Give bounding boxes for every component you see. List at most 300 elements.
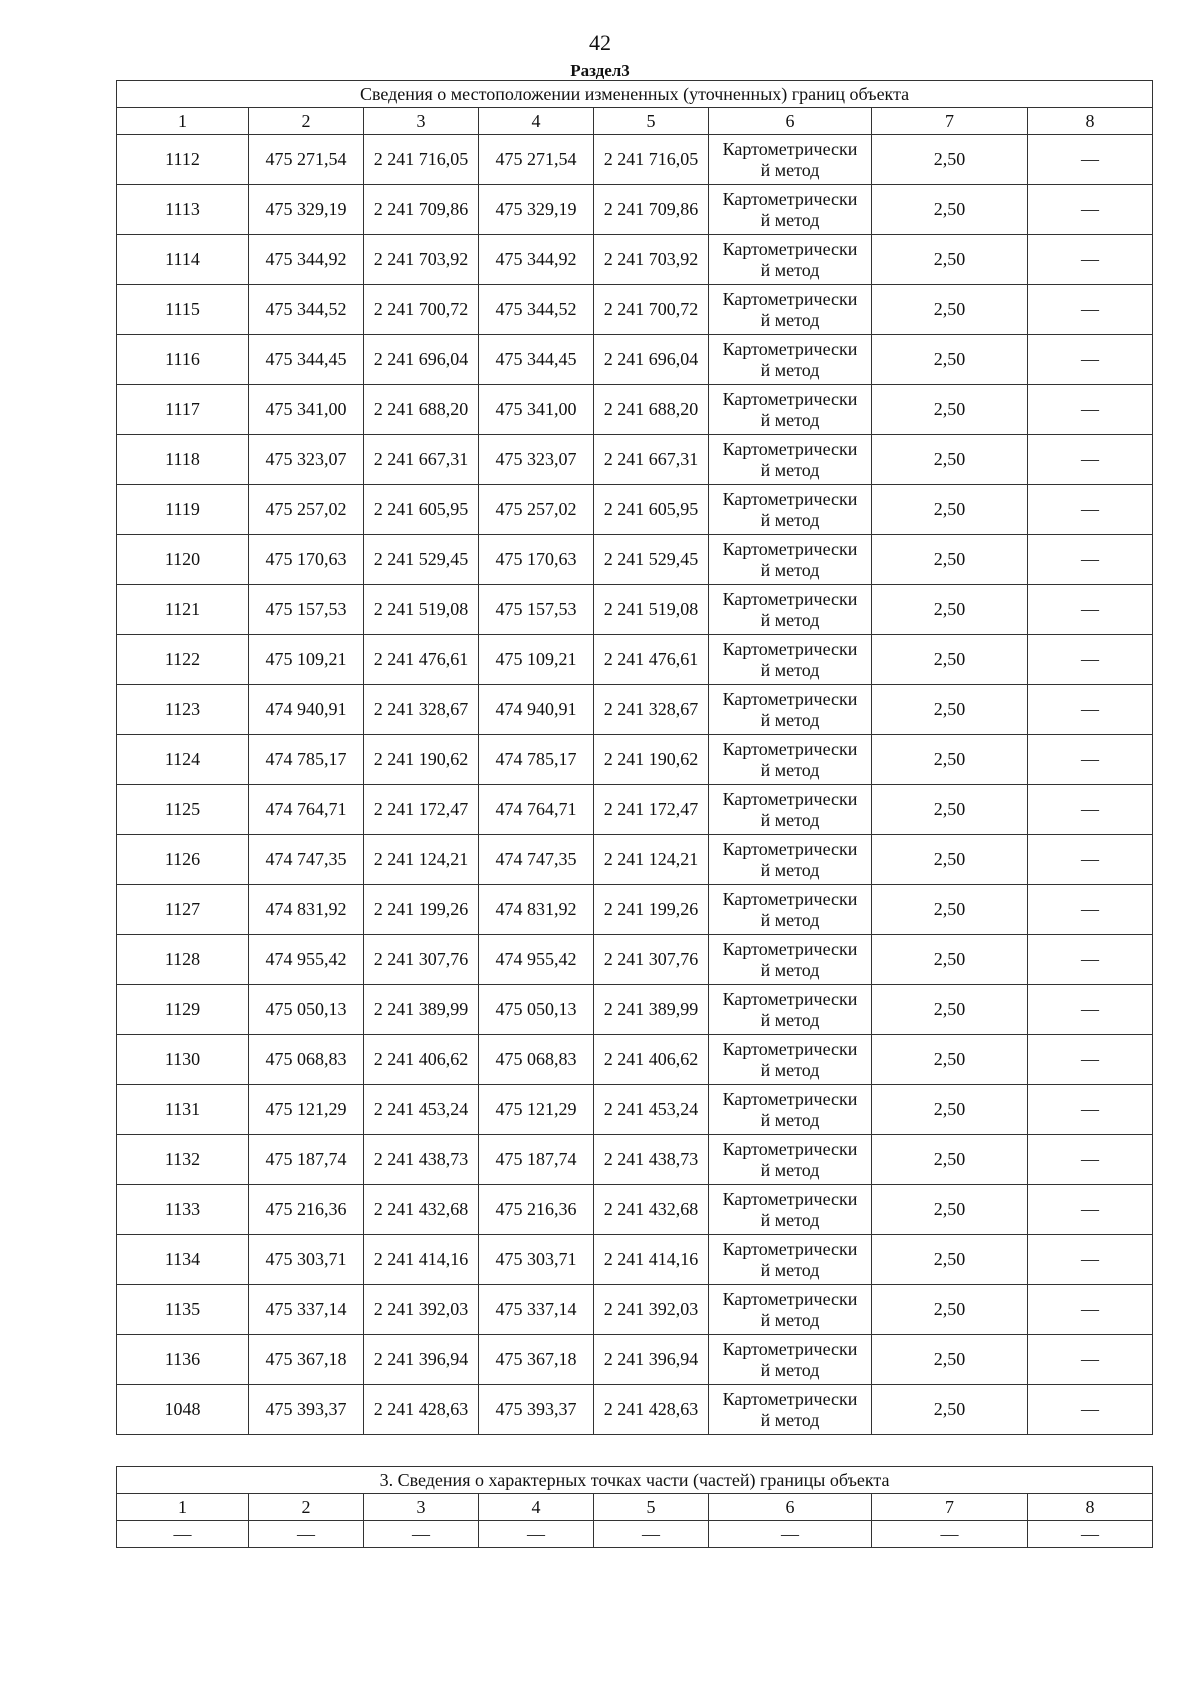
method-text: Картометрически bbox=[722, 138, 858, 159]
table-row bbox=[117, 1035, 1153, 1085]
method-text: й метод bbox=[760, 259, 820, 280]
method-cell bbox=[709, 335, 872, 385]
note-cell: — bbox=[1028, 1235, 1153, 1285]
table-row bbox=[117, 135, 1153, 185]
precision-cell: 2,50 bbox=[872, 735, 1028, 785]
x-old-cell: 475 344,52 bbox=[249, 285, 364, 335]
column-number: 3 bbox=[364, 1494, 479, 1521]
x-new-cell: 475 271,54 bbox=[479, 135, 594, 185]
x-old-cell: 474 747,35 bbox=[249, 835, 364, 885]
y-new-cell: 2 241 124,21 bbox=[594, 835, 709, 885]
note-cell: — bbox=[1028, 935, 1153, 985]
x-old-cell: 475 337,14 bbox=[249, 1285, 364, 1335]
method-text: й метод bbox=[760, 859, 820, 880]
method-text: Картометрически bbox=[722, 888, 858, 909]
method-cell bbox=[709, 1335, 872, 1385]
y-new-cell: 2 241 428,63 bbox=[594, 1385, 709, 1435]
method-cell bbox=[709, 635, 872, 685]
method-cell bbox=[709, 485, 872, 535]
point-number-cell: 1114 bbox=[117, 235, 249, 285]
x-old-cell: 475 121,29 bbox=[249, 1085, 364, 1135]
precision-cell: 2,50 bbox=[872, 135, 1028, 185]
method-cell bbox=[709, 385, 872, 435]
x-new-cell: 475 344,45 bbox=[479, 335, 594, 385]
x-old-cell: 475 303,71 bbox=[249, 1235, 364, 1285]
column-number-row bbox=[117, 108, 1153, 135]
precision-cell: 2,50 bbox=[872, 1285, 1028, 1335]
method-cell bbox=[709, 535, 872, 585]
precision-cell: 2,50 bbox=[872, 935, 1028, 985]
note-cell: — bbox=[1028, 1185, 1153, 1235]
precision-cell: 2,50 bbox=[872, 1235, 1028, 1285]
method-text: й метод bbox=[760, 959, 820, 980]
x-old-cell: 475 393,37 bbox=[249, 1385, 364, 1435]
table-caption: Сведения о местоположении измененных (уточненных) границ объекта bbox=[117, 81, 1153, 108]
precision-cell: 2,50 bbox=[872, 885, 1028, 935]
point-number-cell: 1132 bbox=[117, 1135, 249, 1185]
note-cell: — bbox=[1028, 785, 1153, 835]
precision-cell: 2,50 bbox=[872, 835, 1028, 885]
table-row bbox=[117, 1521, 1153, 1548]
precision-cell: 2,50 bbox=[872, 1185, 1028, 1235]
column-number-row bbox=[117, 1494, 1153, 1521]
column-number: 6 bbox=[709, 108, 872, 135]
table-row bbox=[117, 285, 1153, 335]
method-cell bbox=[709, 835, 872, 885]
method-text: Картометрически bbox=[722, 688, 858, 709]
table-row bbox=[117, 1235, 1153, 1285]
point-number-cell: 1121 bbox=[117, 585, 249, 635]
x-old-cell: 474 940,91 bbox=[249, 685, 364, 735]
method-cell bbox=[709, 1385, 872, 1435]
method-text: Картометрически bbox=[722, 988, 858, 1009]
point-number-cell: 1130 bbox=[117, 1035, 249, 1085]
method-cell bbox=[709, 735, 872, 785]
x-old-cell: 475 050,13 bbox=[249, 985, 364, 1035]
x-new-cell: 475 068,83 bbox=[479, 1035, 594, 1085]
method-text: й метод bbox=[760, 759, 820, 780]
column-number: 1 bbox=[117, 108, 249, 135]
method-cell bbox=[709, 885, 872, 935]
x-new-cell: 474 764,71 bbox=[479, 785, 594, 835]
y-old-cell: 2 241 389,99 bbox=[364, 985, 479, 1035]
method-text: й метод bbox=[760, 909, 820, 930]
x-old-cell: 474 764,71 bbox=[249, 785, 364, 835]
precision-cell: 2,50 bbox=[872, 785, 1028, 835]
note-cell: — bbox=[1028, 985, 1153, 1035]
x-new-cell: 475 109,21 bbox=[479, 635, 594, 685]
table-row bbox=[117, 1335, 1153, 1385]
empty-cell: — bbox=[249, 1521, 364, 1548]
empty-cell: — bbox=[872, 1521, 1028, 1548]
y-new-cell: 2 241 172,47 bbox=[594, 785, 709, 835]
column-number: 3 bbox=[364, 108, 479, 135]
y-new-cell: 2 241 453,24 bbox=[594, 1085, 709, 1135]
y-old-cell: 2 241 432,68 bbox=[364, 1185, 479, 1235]
note-cell: — bbox=[1028, 485, 1153, 535]
x-new-cell: 475 344,92 bbox=[479, 235, 594, 285]
method-text: й метод bbox=[760, 1409, 820, 1430]
y-new-cell: 2 241 605,95 bbox=[594, 485, 709, 535]
precision-cell: 2,50 bbox=[872, 1385, 1028, 1435]
x-old-cell: 475 367,18 bbox=[249, 1335, 364, 1385]
x-old-cell: 475 068,83 bbox=[249, 1035, 364, 1085]
table-caption: 3. Сведения о характерных точках части (частей) границы объекта bbox=[117, 1467, 1153, 1494]
empty-cell: — bbox=[364, 1521, 479, 1548]
table-row bbox=[117, 385, 1153, 435]
x-new-cell: 475 323,07 bbox=[479, 435, 594, 485]
method-text: й метод bbox=[760, 409, 820, 430]
point-number-cell: 1118 bbox=[117, 435, 249, 485]
point-number-cell: 1125 bbox=[117, 785, 249, 835]
note-cell: — bbox=[1028, 285, 1153, 335]
point-number-cell: 1048 bbox=[117, 1385, 249, 1435]
method-text: й метод bbox=[760, 709, 820, 730]
method-text: Картометрически bbox=[722, 1288, 858, 1309]
method-cell bbox=[709, 1185, 872, 1235]
table-row bbox=[117, 1285, 1153, 1335]
method-cell bbox=[709, 985, 872, 1035]
precision-cell: 2,50 bbox=[872, 1035, 1028, 1085]
x-new-cell: 474 747,35 bbox=[479, 835, 594, 885]
point-number-cell: 1126 bbox=[117, 835, 249, 885]
note-cell: — bbox=[1028, 1335, 1153, 1385]
x-new-cell: 475 050,13 bbox=[479, 985, 594, 1035]
note-cell: — bbox=[1028, 735, 1153, 785]
method-text: й метод bbox=[760, 509, 820, 530]
precision-cell: 2,50 bbox=[872, 335, 1028, 385]
x-new-cell: 475 337,14 bbox=[479, 1285, 594, 1335]
y-new-cell: 2 241 328,67 bbox=[594, 685, 709, 735]
table-row bbox=[117, 585, 1153, 635]
point-number-cell: 1131 bbox=[117, 1085, 249, 1135]
note-cell: — bbox=[1028, 835, 1153, 885]
y-old-cell: 2 241 667,31 bbox=[364, 435, 479, 485]
table-row bbox=[117, 685, 1153, 735]
method-text: Картометрически bbox=[722, 1088, 858, 1109]
method-text: Картометрически bbox=[722, 388, 858, 409]
y-old-cell: 2 241 199,26 bbox=[364, 885, 479, 935]
y-old-cell: 2 241 709,86 bbox=[364, 185, 479, 235]
method-text: й метод bbox=[760, 559, 820, 580]
table-row bbox=[117, 785, 1153, 835]
method-text: Картометрически bbox=[722, 438, 858, 459]
method-text: Картометрически bbox=[722, 288, 858, 309]
x-old-cell: 475 170,63 bbox=[249, 535, 364, 585]
y-old-cell: 2 241 476,61 bbox=[364, 635, 479, 685]
page-number: 42 bbox=[589, 30, 611, 55]
y-new-cell: 2 241 529,45 bbox=[594, 535, 709, 585]
point-number-cell: 1128 bbox=[117, 935, 249, 985]
point-number-cell: 1136 bbox=[117, 1335, 249, 1385]
note-cell: — bbox=[1028, 1085, 1153, 1135]
precision-cell: 2,50 bbox=[872, 535, 1028, 585]
note-cell: — bbox=[1028, 435, 1153, 485]
point-number-cell: 1129 bbox=[117, 985, 249, 1035]
y-old-cell: 2 241 406,62 bbox=[364, 1035, 479, 1085]
note-cell: — bbox=[1028, 635, 1153, 685]
method-cell bbox=[709, 1285, 872, 1335]
column-number: 8 bbox=[1028, 108, 1153, 135]
y-new-cell: 2 241 190,62 bbox=[594, 735, 709, 785]
y-old-cell: 2 241 328,67 bbox=[364, 685, 479, 735]
x-old-cell: 475 344,92 bbox=[249, 235, 364, 285]
x-old-cell: 475 323,07 bbox=[249, 435, 364, 485]
column-number: 2 bbox=[249, 1494, 364, 1521]
x-old-cell: 475 257,02 bbox=[249, 485, 364, 535]
point-number-cell: 1117 bbox=[117, 385, 249, 435]
x-new-cell: 475 257,02 bbox=[479, 485, 594, 535]
y-old-cell: 2 241 392,03 bbox=[364, 1285, 479, 1335]
y-old-cell: 2 241 519,08 bbox=[364, 585, 479, 635]
table-row bbox=[117, 1185, 1153, 1235]
precision-cell: 2,50 bbox=[872, 685, 1028, 735]
method-text: Картометрически bbox=[722, 1238, 858, 1259]
y-new-cell: 2 241 703,92 bbox=[594, 235, 709, 285]
table-row bbox=[117, 885, 1153, 935]
y-new-cell: 2 241 414,16 bbox=[594, 1235, 709, 1285]
y-new-cell: 2 241 438,73 bbox=[594, 1135, 709, 1185]
point-number-cell: 1122 bbox=[117, 635, 249, 685]
method-text: Картометрически bbox=[722, 738, 858, 759]
method-text: й метод bbox=[760, 359, 820, 380]
empty-cell: — bbox=[709, 1521, 872, 1548]
method-cell bbox=[709, 685, 872, 735]
method-text: й метод bbox=[760, 459, 820, 480]
method-text: й метод bbox=[760, 809, 820, 830]
y-old-cell: 2 241 414,16 bbox=[364, 1235, 479, 1285]
note-cell: — bbox=[1028, 235, 1153, 285]
method-text: Картометрически bbox=[722, 1188, 858, 1209]
method-text: Картометрически bbox=[722, 1138, 858, 1159]
y-old-cell: 2 241 605,95 bbox=[364, 485, 479, 535]
table-row bbox=[117, 635, 1153, 685]
method-text: Картометрически bbox=[722, 1388, 858, 1409]
y-new-cell: 2 241 709,86 bbox=[594, 185, 709, 235]
y-old-cell: 2 241 307,76 bbox=[364, 935, 479, 985]
method-text: Картометрически bbox=[722, 938, 858, 959]
x-old-cell: 475 329,19 bbox=[249, 185, 364, 235]
x-new-cell: 475 393,37 bbox=[479, 1385, 594, 1435]
y-new-cell: 2 241 432,68 bbox=[594, 1185, 709, 1235]
method-text: й метод bbox=[760, 1209, 820, 1230]
y-old-cell: 2 241 700,72 bbox=[364, 285, 479, 335]
method-text: Картометрически bbox=[722, 488, 858, 509]
table-row bbox=[117, 835, 1153, 885]
y-old-cell: 2 241 703,92 bbox=[364, 235, 479, 285]
column-number: 7 bbox=[872, 108, 1028, 135]
method-text: Картометрически bbox=[722, 1338, 858, 1359]
method-text: й метод bbox=[760, 659, 820, 680]
y-old-cell: 2 241 696,04 bbox=[364, 335, 479, 385]
table-row bbox=[117, 535, 1153, 585]
method-text: Картометрически bbox=[722, 188, 858, 209]
note-cell: — bbox=[1028, 1285, 1153, 1335]
point-number-cell: 1134 bbox=[117, 1235, 249, 1285]
method-cell bbox=[709, 435, 872, 485]
method-text: й метод bbox=[760, 209, 820, 230]
method-text: й метод bbox=[760, 159, 820, 180]
x-new-cell: 475 303,71 bbox=[479, 1235, 594, 1285]
method-text: й метод bbox=[760, 1059, 820, 1080]
table-row bbox=[117, 935, 1153, 985]
x-old-cell: 474 785,17 bbox=[249, 735, 364, 785]
method-cell bbox=[709, 1235, 872, 1285]
y-new-cell: 2 241 667,31 bbox=[594, 435, 709, 485]
y-old-cell: 2 241 688,20 bbox=[364, 385, 479, 435]
y-new-cell: 2 241 688,20 bbox=[594, 385, 709, 435]
y-new-cell: 2 241 716,05 bbox=[594, 135, 709, 185]
method-text: Картометрически bbox=[722, 838, 858, 859]
y-new-cell: 2 241 396,94 bbox=[594, 1335, 709, 1385]
note-cell: — bbox=[1028, 335, 1153, 385]
method-cell bbox=[709, 935, 872, 985]
y-new-cell: 2 241 392,03 bbox=[594, 1285, 709, 1335]
y-old-cell: 2 241 716,05 bbox=[364, 135, 479, 185]
method-cell bbox=[709, 1085, 872, 1135]
table-row bbox=[117, 435, 1153, 485]
precision-cell: 2,50 bbox=[872, 635, 1028, 685]
table-row bbox=[117, 735, 1153, 785]
column-number: 8 bbox=[1028, 1494, 1153, 1521]
x-new-cell: 474 785,17 bbox=[479, 735, 594, 785]
precision-cell: 2,50 bbox=[872, 1335, 1028, 1385]
x-old-cell: 474 955,42 bbox=[249, 935, 364, 985]
x-old-cell: 475 271,54 bbox=[249, 135, 364, 185]
y-new-cell: 2 241 199,26 bbox=[594, 885, 709, 935]
x-new-cell: 475 367,18 bbox=[479, 1335, 594, 1385]
y-new-cell: 2 241 519,08 bbox=[594, 585, 709, 635]
column-number: 6 bbox=[709, 1494, 872, 1521]
precision-cell: 2,50 bbox=[872, 985, 1028, 1035]
method-text: й метод bbox=[760, 309, 820, 330]
y-old-cell: 2 241 190,62 bbox=[364, 735, 479, 785]
y-new-cell: 2 241 406,62 bbox=[594, 1035, 709, 1085]
x-old-cell: 475 344,45 bbox=[249, 335, 364, 385]
point-number-cell: 1113 bbox=[117, 185, 249, 235]
section-label: Раздел3 bbox=[570, 61, 630, 80]
method-text: Картометрически bbox=[722, 788, 858, 809]
method-cell bbox=[709, 585, 872, 635]
method-cell bbox=[709, 785, 872, 835]
method-text: Картометрически bbox=[722, 338, 858, 359]
y-new-cell: 2 241 476,61 bbox=[594, 635, 709, 685]
precision-cell: 2,50 bbox=[872, 435, 1028, 485]
x-old-cell: 475 109,21 bbox=[249, 635, 364, 685]
method-text: й метод bbox=[760, 609, 820, 630]
boundary-table bbox=[116, 80, 1153, 1435]
precision-cell: 2,50 bbox=[872, 285, 1028, 335]
column-number: 4 bbox=[479, 108, 594, 135]
note-cell: — bbox=[1028, 135, 1153, 185]
y-old-cell: 2 241 428,63 bbox=[364, 1385, 479, 1435]
y-old-cell: 2 241 124,21 bbox=[364, 835, 479, 885]
precision-cell: 2,50 bbox=[872, 1085, 1028, 1135]
precision-cell: 2,50 bbox=[872, 385, 1028, 435]
method-text: Картометрически bbox=[722, 238, 858, 259]
precision-cell: 2,50 bbox=[872, 485, 1028, 535]
table-row bbox=[117, 485, 1153, 535]
x-old-cell: 475 187,74 bbox=[249, 1135, 364, 1185]
table-row bbox=[117, 1085, 1153, 1135]
method-cell bbox=[709, 185, 872, 235]
method-text: Картометрически bbox=[722, 1038, 858, 1059]
y-new-cell: 2 241 389,99 bbox=[594, 985, 709, 1035]
column-number: 1 bbox=[117, 1494, 249, 1521]
method-text: й метод bbox=[760, 1359, 820, 1380]
x-new-cell: 474 940,91 bbox=[479, 685, 594, 735]
empty-cell: — bbox=[479, 1521, 594, 1548]
y-new-cell: 2 241 696,04 bbox=[594, 335, 709, 385]
column-number: 7 bbox=[872, 1494, 1028, 1521]
table-row bbox=[117, 235, 1153, 285]
note-cell: — bbox=[1028, 1035, 1153, 1085]
note-cell: — bbox=[1028, 685, 1153, 735]
x-new-cell: 475 329,19 bbox=[479, 185, 594, 235]
table-row bbox=[117, 185, 1153, 235]
point-number-cell: 1119 bbox=[117, 485, 249, 535]
x-new-cell: 475 121,29 bbox=[479, 1085, 594, 1135]
point-number-cell: 1124 bbox=[117, 735, 249, 785]
note-cell: — bbox=[1028, 385, 1153, 435]
method-cell bbox=[709, 135, 872, 185]
note-cell: — bbox=[1028, 1135, 1153, 1185]
column-number: 5 bbox=[594, 1494, 709, 1521]
method-text: Картометрически bbox=[722, 588, 858, 609]
x-new-cell: 475 341,00 bbox=[479, 385, 594, 435]
y-new-cell: 2 241 307,76 bbox=[594, 935, 709, 985]
method-cell bbox=[709, 235, 872, 285]
point-number-cell: 1127 bbox=[117, 885, 249, 935]
column-number: 2 bbox=[249, 108, 364, 135]
precision-cell: 2,50 bbox=[872, 185, 1028, 235]
method-cell bbox=[709, 285, 872, 335]
method-text: й метод bbox=[760, 1009, 820, 1030]
x-new-cell: 474 955,42 bbox=[479, 935, 594, 985]
x-new-cell: 475 216,36 bbox=[479, 1185, 594, 1235]
note-cell: — bbox=[1028, 585, 1153, 635]
x-new-cell: 475 170,63 bbox=[479, 535, 594, 585]
table-row bbox=[117, 335, 1153, 385]
precision-cell: 2,50 bbox=[872, 235, 1028, 285]
x-new-cell: 474 831,92 bbox=[479, 885, 594, 935]
point-number-cell: 1133 bbox=[117, 1185, 249, 1235]
empty-cell: — bbox=[594, 1521, 709, 1548]
y-old-cell: 2 241 438,73 bbox=[364, 1135, 479, 1185]
column-number: 4 bbox=[479, 1494, 594, 1521]
x-new-cell: 475 157,53 bbox=[479, 585, 594, 635]
point-number-cell: 1120 bbox=[117, 535, 249, 585]
method-text: й метод bbox=[760, 1309, 820, 1330]
x-new-cell: 475 187,74 bbox=[479, 1135, 594, 1185]
table-row bbox=[117, 985, 1153, 1035]
point-number-cell: 1112 bbox=[117, 135, 249, 185]
y-old-cell: 2 241 453,24 bbox=[364, 1085, 479, 1135]
method-text: Картометрически bbox=[722, 638, 858, 659]
precision-cell: 2,50 bbox=[872, 1135, 1028, 1185]
precision-cell: 2,50 bbox=[872, 585, 1028, 635]
table-row bbox=[117, 1135, 1153, 1185]
note-cell: — bbox=[1028, 1385, 1153, 1435]
x-old-cell: 475 216,36 bbox=[249, 1185, 364, 1235]
y-new-cell: 2 241 700,72 bbox=[594, 285, 709, 335]
x-old-cell: 475 341,00 bbox=[249, 385, 364, 435]
y-old-cell: 2 241 396,94 bbox=[364, 1335, 479, 1385]
point-number-cell: 1116 bbox=[117, 335, 249, 385]
method-cell bbox=[709, 1135, 872, 1185]
empty-cell: — bbox=[117, 1521, 249, 1548]
part-points-table bbox=[116, 1466, 1153, 1548]
